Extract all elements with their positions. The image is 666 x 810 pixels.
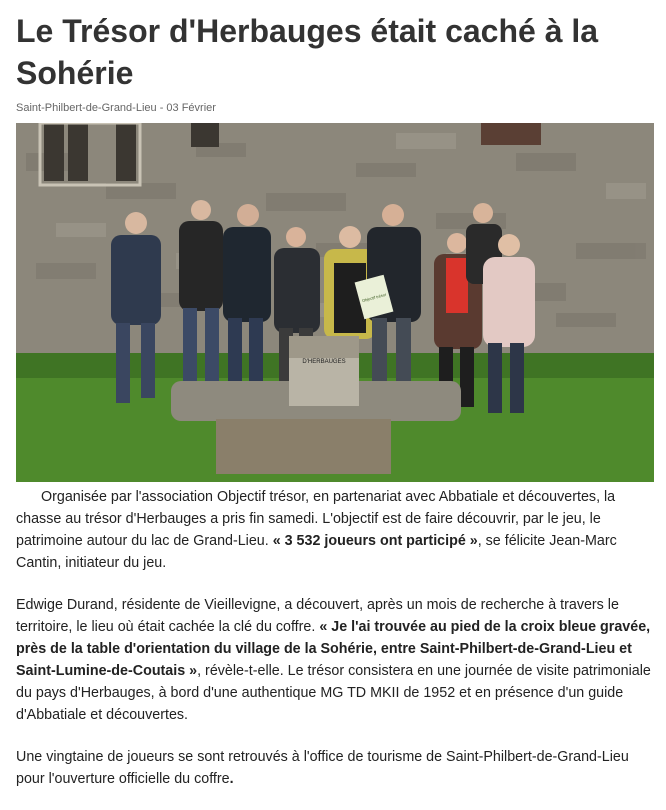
article-photo [16, 123, 654, 482]
group-photo-illustration [16, 123, 654, 482]
paragraph-2-quote: « Je l'ai trouvée au pied de la croix bleue gravée, près de la table d'orientation du village de la Sohérie, entre Saint-Philbert-de-Grand-Lieu et Saint-Lumine-de-Coutais » [16, 619, 651, 679]
article-title: Le Trésor d'Herbauges était caché à la Sohérie [16, 13, 599, 91]
paragraph-1-text-a: Organisée par l'association Objectif trésor, en partenariat avec Abbatiale et découvertes, la chasse au trésor d'Herbauges a pris fin samedi. L'objectif est de faire découvrir, par le jeu, le patrimoine autour du lac de Grand-Lieu. [16, 489, 616, 549]
article-body [16, 486, 656, 810]
stone-bench-front [216, 419, 391, 474]
dateline-date: 03 Février [166, 102, 216, 114]
paragraph-1-quote: « 3 532 joueurs ont participé » [272, 533, 478, 549]
dateline [16, 102, 216, 114]
dateline-separator: - [156, 102, 167, 114]
chest-label: D'HERBAUGES [302, 359, 346, 365]
paragraph-1-text-b: , se félicite Jean-Marc Cantin, initiateur du jeu. [16, 533, 617, 571]
paragraph-2-text-a: Edwige Durand, résidente de Vieillevigne, a découvert, après un mois de recherche à travers le territoire, le lieu où était cachée la clé du coffre. [16, 597, 619, 635]
paragraph-1 [16, 486, 656, 574]
dateline-location: Saint-Philbert-de-Grand-Lieu [16, 102, 157, 114]
paragraph-2 [16, 594, 656, 726]
paragraph-2-text-b: , révèle-t-elle. Le trésor consistera en une journée de visite patrimoniale du pays d'Herbauges, à bord d'une authentique MG TD MKII de 1952 et en présence d'un guide d'Abbatiale et découvertes. [16, 663, 651, 723]
held-card-text: Objectif trésor [361, 291, 387, 304]
window-right [481, 123, 541, 145]
paragraph-3-text-a: Une vingtaine de joueurs se sont retrouvés à l'office de tourisme de Saint-Philbert-de-Grand-Lieu pour l'ouverture officielle du coffre [16, 749, 629, 787]
paragraph-3 [16, 746, 656, 790]
paragraph-3-period: . [229, 771, 234, 787]
chest-lid [289, 336, 359, 358]
window-top-center [191, 123, 219, 147]
